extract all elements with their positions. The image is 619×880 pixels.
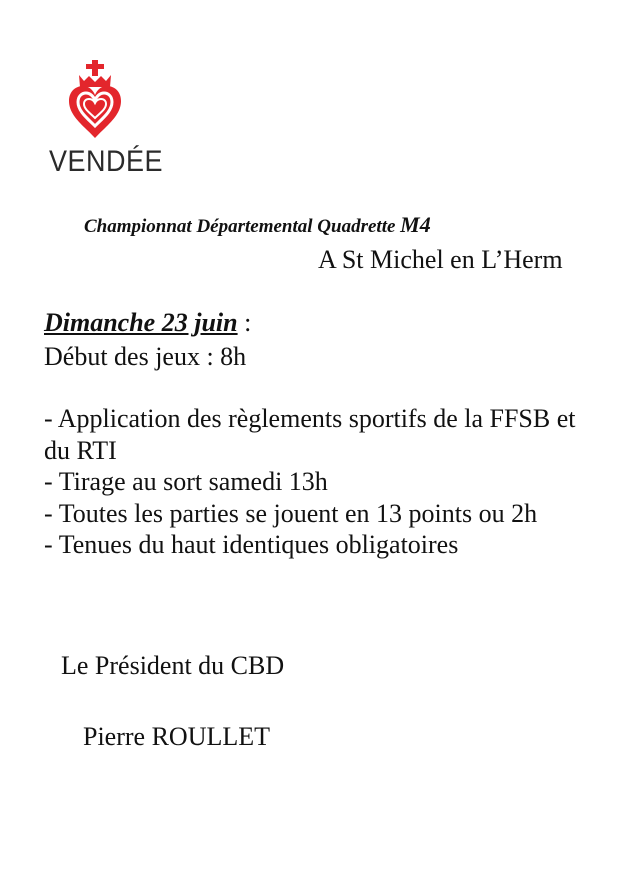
rules-list	[44, 403, 604, 561]
signature-name: Pierre ROULLET	[83, 722, 271, 751]
event-category: M4	[400, 212, 431, 237]
vendee-heart-logo-icon	[66, 60, 124, 140]
start-time: Début des jeux : 8h	[44, 342, 247, 371]
event-title-text: Championnat Départemental Quadrette	[84, 216, 396, 237]
rule-item: - Tirage au sort samedi 13h	[44, 467, 328, 496]
rule-item: - Application des règlements sportifs de la FFSB et du RTI	[44, 404, 576, 465]
rule-item: - Tenues du haut identiques obligatoires	[44, 530, 459, 559]
event-title	[84, 212, 431, 239]
event-day-suffix: :	[237, 308, 252, 337]
signature-title: Le Président du CBD	[61, 651, 285, 680]
rule-item: - Toutes les parties se jouent en 13 points ou 2h	[44, 498, 538, 528]
event-day-line	[44, 307, 251, 338]
event-venue: A St Michel en L’Herm	[318, 245, 563, 274]
vendee-logo-text: VENDÉE	[49, 144, 164, 178]
event-day: Dimanche 23 juin	[44, 308, 238, 337]
